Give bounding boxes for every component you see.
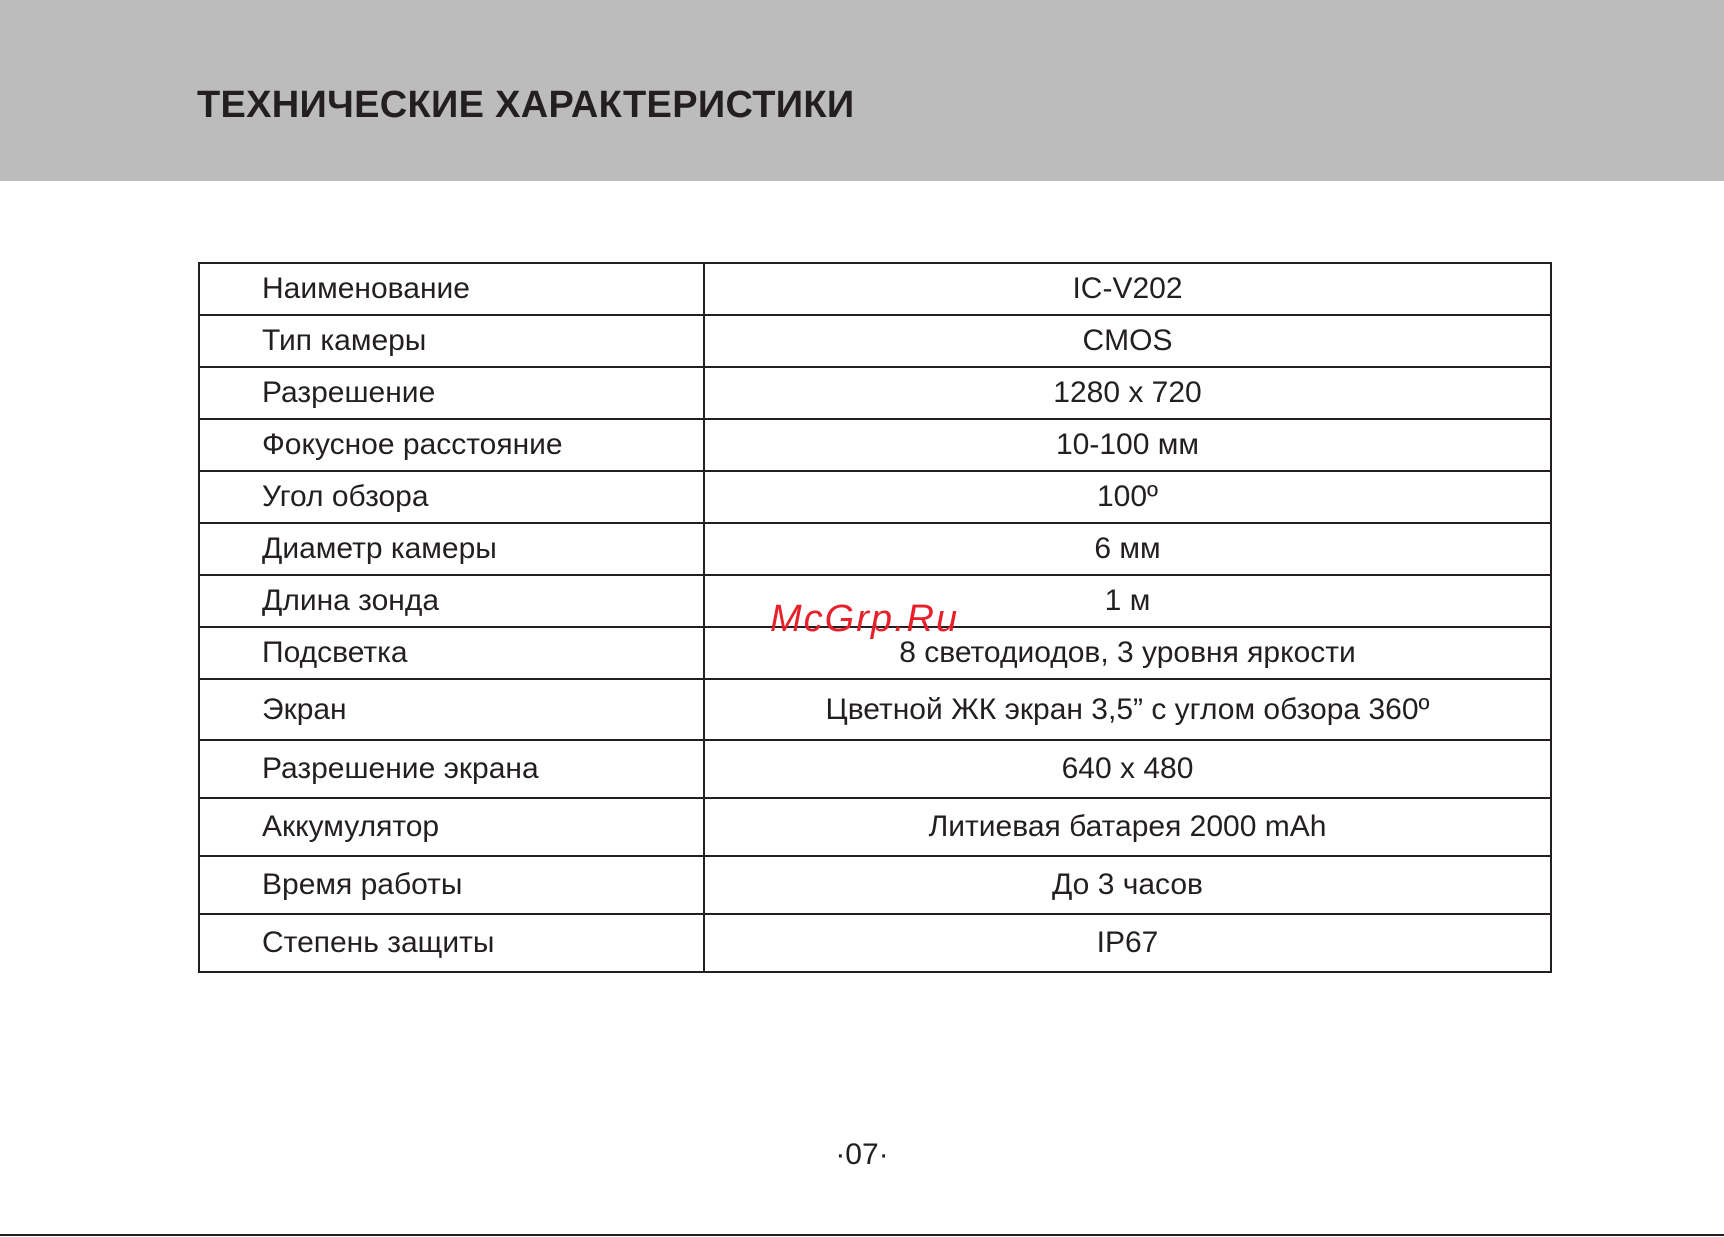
table-row — [199, 740, 1551, 798]
spec-param: Фокусное расстояние — [199, 419, 704, 471]
spec-value: IP67 — [704, 914, 1551, 972]
spec-param: Время работы — [199, 856, 704, 914]
table-row — [199, 419, 1551, 471]
spec-value: 100º — [704, 471, 1551, 523]
header-band — [0, 0, 1724, 181]
table-row — [199, 263, 1551, 315]
spec-value: Литиевая батарея 2000 mAh — [704, 798, 1551, 856]
spec-value: 1 м — [704, 575, 1551, 627]
page-number: ·07· — [835, 1138, 889, 1171]
spec-value: 640 х 480 — [704, 740, 1551, 798]
spec-value: 1280 х 720 — [704, 367, 1551, 419]
spec-value: CMOS — [704, 315, 1551, 367]
spec-param: Экран — [199, 679, 704, 740]
table-row — [199, 471, 1551, 523]
spec-param: Длина зонда — [199, 575, 704, 627]
spec-value: IC-V202 — [704, 263, 1551, 315]
table-row — [199, 856, 1551, 914]
spec-param: Угол обзора — [199, 471, 704, 523]
page-title: ТЕХНИЧЕСКИЕ ХАРАКТЕРИСТИКИ — [197, 84, 855, 126]
spec-value: До 3 часов — [704, 856, 1551, 914]
table-row — [199, 523, 1551, 575]
table-row — [199, 315, 1551, 367]
table-row — [199, 798, 1551, 856]
spec-param: Разрешение экрана — [199, 740, 704, 798]
spec-value: 8 светодиодов, 3 уровня яркости — [704, 627, 1551, 679]
spec-param: Диаметр камеры — [199, 523, 704, 575]
spec-param: Наименование — [199, 263, 704, 315]
table-row — [199, 914, 1551, 972]
spec-param: Подсветка — [199, 627, 704, 679]
table-row — [199, 679, 1551, 740]
spec-param: Аккумулятор — [199, 798, 704, 856]
spec-param: Тип камеры — [199, 315, 704, 367]
spec-value: Цветной ЖК экран 3,5” с углом обзора 360º — [704, 679, 1551, 740]
table-row — [199, 367, 1551, 419]
spec-value: 6 мм — [704, 523, 1551, 575]
spec-value: 10-100 мм — [704, 419, 1551, 471]
spec-param: Степень защиты — [199, 914, 704, 972]
spec-param: Разрешение — [199, 367, 704, 419]
bottom-rule — [0, 1234, 1724, 1236]
watermark: McGrp.Ru — [770, 598, 960, 640]
